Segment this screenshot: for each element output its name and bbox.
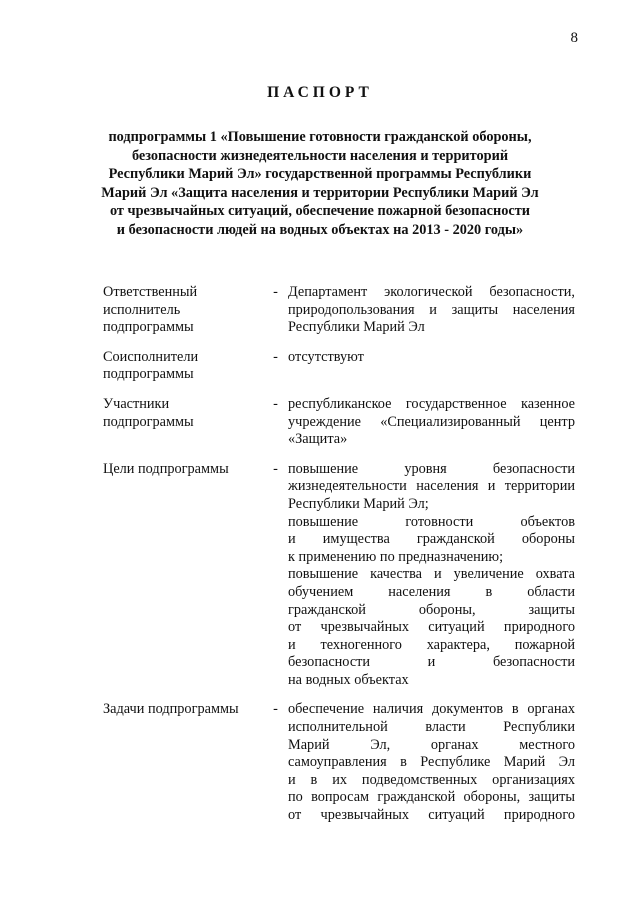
row-label bbox=[103, 461, 263, 479]
label-line: подпрограммы bbox=[103, 319, 194, 336]
row-dash: - bbox=[273, 460, 278, 477]
document-title: ПАСПОРТ bbox=[267, 84, 373, 101]
passport-row-responsible bbox=[103, 284, 578, 337]
subtitle-line: безопасности жизнедеятельности населения и территорий bbox=[131, 147, 509, 164]
subtitle-line: подпрограммы 1 «Повышение готовности гражданской обороны, bbox=[108, 129, 532, 145]
value-line: учреждение «Специализированный центр bbox=[288, 413, 575, 430]
value-line: от чрезвычайных ситуаций природного bbox=[288, 619, 575, 636]
value-line: Республики Марий Эл bbox=[288, 319, 425, 336]
value-line: отсутствуют bbox=[288, 348, 364, 365]
row-label bbox=[103, 701, 263, 719]
value-line: Республики Марий Эл; bbox=[288, 495, 429, 512]
value-line: жизнедеятельности населения и территории bbox=[288, 478, 575, 495]
value-line: и техногенного характера, пожарной bbox=[288, 636, 575, 653]
row-value bbox=[288, 461, 575, 690]
subtitle-line: Марий Эл «Защита населения и территории Республики Марий Эл bbox=[101, 184, 539, 201]
subtitle-line: Республики Марий Эл» государственной программы Республики bbox=[108, 166, 532, 182]
label-line: Ответственный bbox=[103, 284, 198, 300]
passport-row-participants bbox=[103, 396, 578, 449]
value-line: природопользования и защиты населения bbox=[288, 301, 575, 318]
value-line: «Защита» bbox=[288, 431, 348, 448]
row-value bbox=[288, 701, 575, 824]
label-line: Участники bbox=[103, 395, 170, 412]
passport-table bbox=[103, 284, 578, 837]
value-line: и в их подведомственных организациях bbox=[288, 771, 575, 788]
label-line: подпрограммы bbox=[103, 413, 194, 430]
row-value bbox=[288, 284, 575, 337]
row-label bbox=[103, 284, 263, 337]
value-line: гражданской обороны, защиты bbox=[288, 601, 575, 618]
label-line: Соисполнители bbox=[103, 348, 199, 365]
label-line: исполнитель bbox=[103, 301, 181, 318]
row-dash: - bbox=[273, 284, 278, 300]
value-line: повышение уровня безопасности bbox=[288, 460, 575, 477]
value-line: республиканское государственное казенное bbox=[288, 395, 575, 412]
row-dash: - bbox=[273, 348, 278, 365]
value-line: на водных объектах bbox=[288, 671, 409, 688]
value-line: исполнительной власти Республики bbox=[288, 719, 575, 736]
label-line: подпрограммы bbox=[103, 366, 194, 383]
value-line: повышение качества и увеличение охвата bbox=[288, 566, 575, 583]
row-label bbox=[103, 349, 263, 384]
value-line: Марий Эл, органах местного bbox=[288, 736, 575, 753]
label-line: Цели подпрограммы bbox=[103, 460, 229, 477]
row-dash: - bbox=[273, 701, 278, 718]
subtitle-line: и безопасности людей на водных объектах на 2013 - 2020 годы» bbox=[116, 221, 524, 238]
document-subtitle bbox=[100, 128, 540, 239]
value-line: обеспечение наличия документов в органах bbox=[288, 701, 575, 718]
label-line: Задачи подпрограммы bbox=[103, 701, 239, 718]
value-line: обучением населения в области bbox=[288, 583, 575, 600]
page-number: 8 bbox=[570, 30, 578, 46]
subtitle-line: от чрезвычайных ситуаций, обеспечение пожарной безопасности bbox=[109, 203, 531, 219]
row-label bbox=[103, 396, 263, 431]
row-value bbox=[288, 349, 575, 367]
row-value bbox=[288, 396, 575, 449]
value-line: от чрезвычайных ситуаций природного bbox=[288, 807, 575, 824]
value-line: безопасности и безопасности bbox=[288, 654, 575, 671]
value-line: и имущества гражданской обороны bbox=[288, 531, 575, 548]
passport-row-coexecutors bbox=[103, 349, 578, 384]
value-line: повышение готовности объектов bbox=[288, 513, 575, 530]
passport-row-tasks bbox=[103, 701, 578, 824]
row-dash: - bbox=[273, 395, 278, 412]
value-line: самоуправления в Республике Марий Эл bbox=[288, 754, 575, 771]
passport-row-goals bbox=[103, 461, 578, 690]
value-line: Департамент экологической безопасности, bbox=[288, 284, 575, 300]
value-line: к применению по предназначению; bbox=[288, 548, 504, 565]
value-line: по вопросам гражданской обороны, защиты bbox=[288, 789, 575, 806]
